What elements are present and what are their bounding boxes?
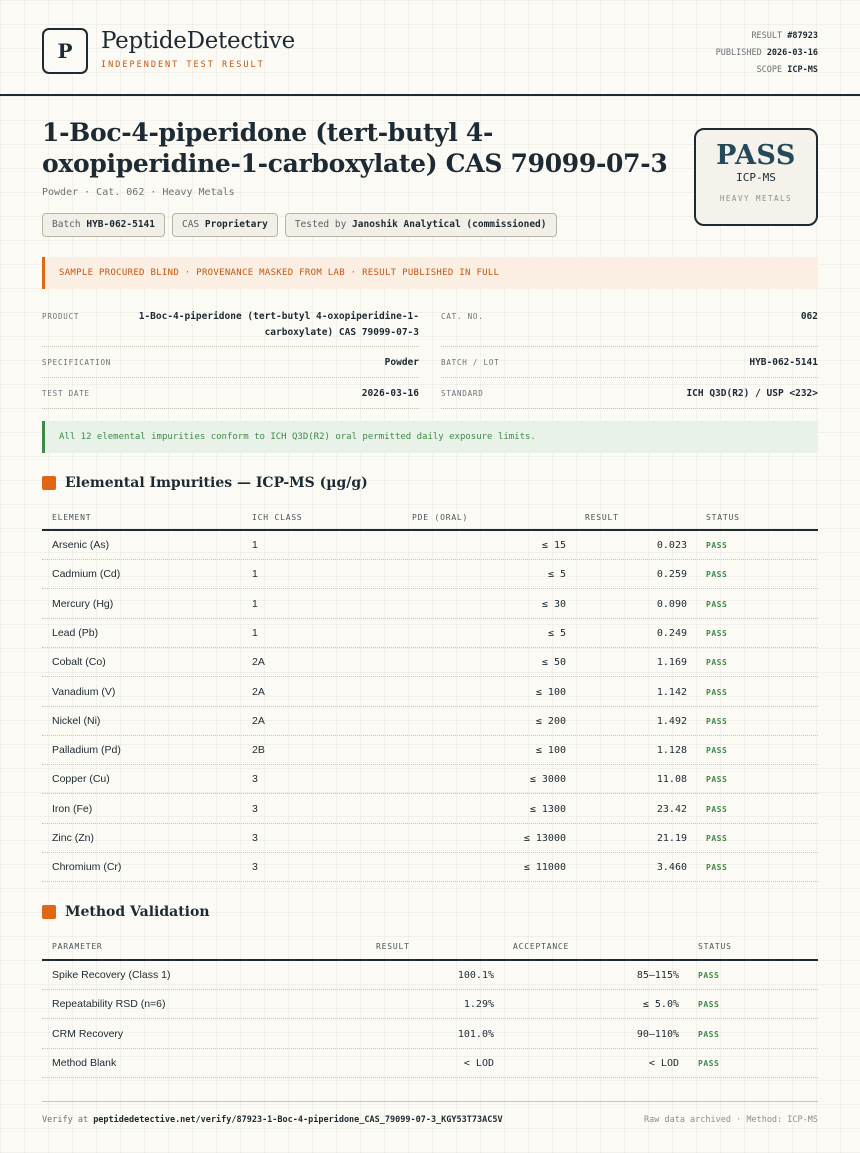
section-marker-icon [42, 476, 56, 490]
info-divider [441, 377, 818, 378]
table-row [42, 961, 818, 990]
verdict-category: HEAVY METALS [719, 194, 793, 203]
result-cell: 0.259 [656, 569, 687, 581]
result-cell: 1.142 [656, 686, 687, 698]
meta-published: PUBLISHED 2026-03-16 [715, 48, 818, 58]
pde-cell: ≤ 5 [547, 627, 566, 639]
acceptance-cell: ≤ 5.0% [642, 999, 679, 1011]
col-header-status: STATUS [706, 513, 740, 522]
table-row [42, 678, 818, 707]
catno-value: 062 [800, 311, 818, 322]
status-badge: PASS [706, 804, 728, 814]
result-cell: 0.023 [656, 540, 687, 551]
test-date-value: 2026-03-16 [361, 388, 419, 399]
result-cell: 0.090 [656, 598, 687, 610]
col-header-parameter: PARAMETER [52, 942, 103, 951]
status-badge: PASS [706, 775, 728, 785]
class-cell: 1 [252, 626, 258, 639]
col-header-element: ELEMENT [52, 513, 92, 522]
table-row [42, 590, 818, 619]
col-header-val-status: STATUS [698, 942, 732, 951]
col-header-acceptance: ACCEPTANCE [513, 942, 570, 951]
meta-scope: SCOPE ICP-MS [756, 65, 818, 75]
pde-cell: ≤ 200 [535, 715, 566, 727]
parameter-cell: Method Blank [52, 1056, 117, 1069]
table-row [42, 1020, 818, 1049]
brand-tagline: INDEPENDENT TEST RESULT [101, 60, 265, 70]
result-cell: 3.460 [656, 862, 687, 874]
element-cell: Cobalt (Co) [52, 656, 106, 669]
info-divider [42, 346, 419, 347]
standard-label: STANDARD [441, 389, 484, 398]
status-badge: PASS [698, 971, 720, 980]
info-divider [441, 408, 818, 409]
footer-method-note: Raw data archived · Method: ICP-MS [644, 1115, 818, 1125]
pde-cell: ≤ 13000 [523, 833, 566, 844]
status-badge: PASS [706, 570, 728, 580]
val-result-cell: 101.0% [457, 1028, 494, 1040]
element-cell: Iron (Fe) [52, 802, 93, 815]
page-header [0, 0, 860, 96]
class-cell: 3 [252, 832, 258, 844]
status-badge: PASS [698, 1000, 720, 1010]
acceptance-cell: 85–115% [636, 970, 679, 981]
class-cell: 2A [252, 714, 265, 727]
element-cell: Lead (Pb) [52, 626, 99, 639]
pde-cell: ≤ 3000 [529, 774, 566, 786]
verdict-method: ICP-MS [736, 171, 776, 184]
pde-cell: ≤ 15 [541, 540, 566, 551]
verify-link[interactable]: peptidedetective.net/verify/87923-1-Boc-4-piperidone_CAS_79099-07-3_KGY53T73AC5V [93, 1115, 503, 1125]
class-cell: 1 [252, 568, 258, 581]
pde-cell: ≤ 100 [535, 686, 566, 698]
col-header-pde: PDE (ORAL) [412, 513, 469, 522]
brand-logo: P [42, 28, 88, 74]
table-row [42, 619, 818, 648]
pde-cell: ≤ 30 [541, 598, 566, 610]
conformance-banner: All 12 elemental impurities conform to ICH Q3D(R2) oral permitted daily exposure limits. [42, 421, 818, 453]
validation-title: Method Validation [65, 904, 210, 920]
pde-cell: ≤ 100 [535, 745, 566, 757]
pde-cell: ≤ 50 [541, 657, 566, 669]
pde-cell: ≤ 5 [547, 569, 566, 581]
element-cell: Arsenic (As) [52, 539, 110, 551]
result-cell: 11.08 [656, 774, 687, 786]
class-cell: 2A [252, 685, 265, 698]
class-cell: 1 [252, 539, 258, 551]
table-row [42, 990, 818, 1019]
col-header-result: RESULT [585, 513, 619, 522]
verify-line: Verify at peptidedetective.net/verify/87923-1-Boc-4-piperidone_CAS_79099-07-3_KGY53T73AC5V [42, 1115, 503, 1125]
impurities-table [42, 507, 818, 883]
element-cell: Zinc (Zn) [52, 832, 94, 844]
spec-label: SPECIFICATION [42, 358, 112, 367]
result-cell: 23.42 [656, 803, 687, 815]
test-date-label: TEST DATE [42, 389, 90, 398]
pde-cell: ≤ 1300 [529, 803, 566, 815]
result-cell: 0.249 [656, 627, 687, 639]
catno-label: CAT. NO. [441, 312, 484, 321]
class-cell: 3 [252, 802, 258, 815]
table-row [42, 736, 818, 765]
result-cell: 1.169 [656, 657, 687, 669]
batch-chip: Batch HYB-062-5141 [42, 213, 165, 237]
meta-result: RESULT #87923 [751, 31, 818, 41]
result-cell: 1.492 [656, 715, 687, 727]
chip-row [42, 213, 557, 237]
validation-table [42, 937, 818, 1079]
class-cell: 2B [252, 744, 265, 757]
status-badge: PASS [706, 658, 728, 668]
element-cell: Copper (Cu) [52, 773, 110, 786]
verdict-word: PASS [716, 140, 796, 171]
acceptance-cell: 90–110% [636, 1028, 679, 1040]
table-row [42, 853, 818, 882]
parameter-cell: Repeatability RSD (n=6) [52, 998, 166, 1011]
table-row [42, 765, 818, 794]
class-cell: 1 [252, 597, 258, 610]
parameter-cell: Spike Recovery (Class 1) [52, 969, 171, 981]
verdict-stamp [694, 128, 818, 226]
table-row [42, 707, 818, 736]
table-row [42, 795, 818, 824]
element-cell: Vanadium (V) [52, 685, 116, 698]
status-badge: PASS [698, 1029, 720, 1039]
element-cell: Palladium (Pd) [52, 744, 121, 757]
product-label: PRODUCT [42, 312, 80, 321]
pde-cell: ≤ 11000 [523, 862, 566, 874]
page-title: 1-Boc-4-piperidone (tert-butyl 4-oxopiperidine-1-carboxylate) CAS 79099-07-3 [42, 118, 668, 178]
parameter-cell: CRM Recovery [52, 1027, 124, 1040]
info-divider [42, 377, 419, 378]
element-cell: Chromium (Cr) [52, 861, 122, 874]
batch-label: BATCH / LOT [441, 358, 500, 367]
col-header-val-result: RESULT [376, 942, 410, 951]
status-badge: PASS [706, 746, 728, 756]
table-row [42, 648, 818, 677]
status-badge: PASS [706, 599, 728, 609]
status-badge: PASS [706, 541, 728, 550]
element-cell: Mercury (Hg) [52, 597, 114, 610]
element-cell: Cadmium (Cd) [52, 568, 121, 581]
status-badge: PASS [706, 716, 728, 726]
blind-procurement-notice: SAMPLE PROCURED BLIND · PROVENANCE MASKED FROM LAB · RESULT PUBLISHED IN FULL [42, 257, 818, 289]
table-row [42, 1049, 818, 1078]
acceptance-cell: < LOD [648, 1057, 679, 1069]
col-header-class: ICH CLASS [252, 513, 303, 522]
val-result-cell: 1.29% [463, 999, 494, 1011]
table-row [42, 531, 818, 560]
val-result-cell: < LOD [463, 1057, 494, 1069]
cas-chip: CAS Proprietary [172, 213, 278, 237]
brand-name: PeptideDetective [101, 28, 295, 54]
validation-section-heading [42, 904, 210, 920]
status-badge: PASS [706, 834, 728, 843]
impurities-title: Elemental Impurities — ICP-MS (µg/g) [65, 475, 368, 491]
tested-by-chip: Tested by Janoshik Analytical (commissioned) [285, 213, 557, 237]
product-value: 1-Boc-4-piperidone (tert-butyl 4-oxopiperidine-1-carboxylate) CAS 79099-07-3 [138, 311, 419, 338]
status-badge: PASS [706, 687, 728, 697]
impurities-section-heading [42, 475, 368, 491]
footer-divider [42, 1101, 818, 1102]
class-cell: 3 [252, 773, 258, 786]
page-subtitle: Powder · Cat. 062 · Heavy Metals [42, 187, 235, 198]
element-cell: Nickel (Ni) [52, 714, 101, 727]
section-marker-icon [42, 905, 56, 919]
result-cell: 1.128 [656, 745, 687, 757]
result-cell: 21.19 [656, 833, 687, 844]
class-cell: 2A [252, 656, 265, 669]
result-meta [716, 28, 818, 79]
status-badge: PASS [706, 628, 728, 638]
info-divider [441, 346, 818, 347]
val-result-cell: 100.1% [457, 970, 494, 981]
batch-value: HYB-062-5141 [749, 357, 818, 368]
class-cell: 3 [252, 861, 258, 874]
info-divider [42, 408, 419, 409]
table-row [42, 560, 818, 589]
spec-value: Powder [384, 357, 419, 368]
status-badge: PASS [706, 863, 728, 873]
standard-value: ICH Q3D(R2) / USP <232> [686, 388, 818, 399]
table-row [42, 824, 818, 853]
status-badge: PASS [698, 1058, 720, 1068]
